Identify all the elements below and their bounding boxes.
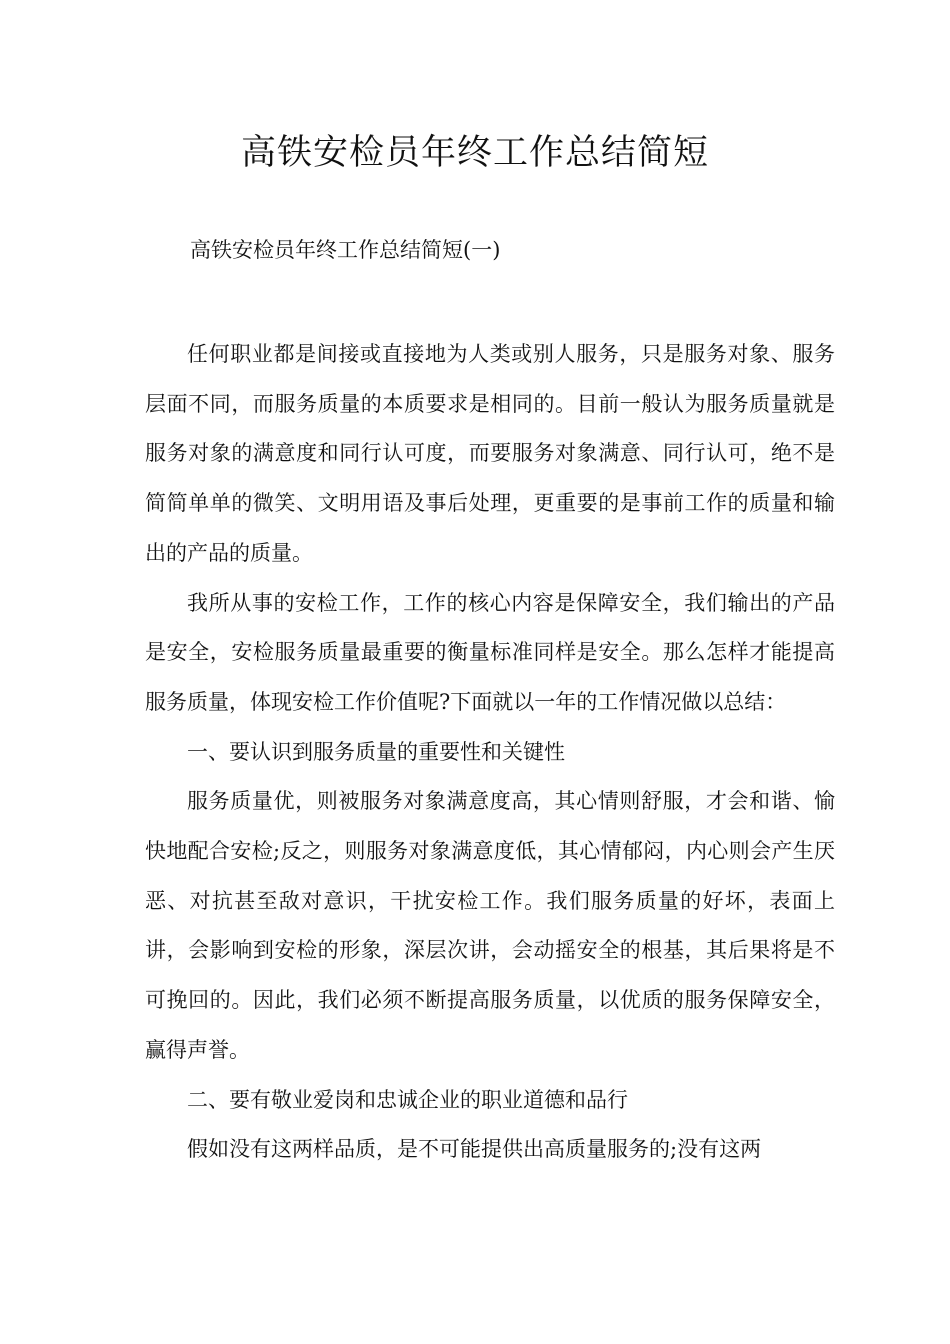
document-body [145,330,835,1175]
section-heading: 一、要认识到服务质量的重要性和关键性 [187,739,565,764]
paragraph: 服务质量优，则被服务对象满意度高，其心情则舒服，才会和谐、愉快地配合安检;反之，则服务对象满意度低，其心情郁闷，内心则会产生厌恶、对抗甚至敌对意识，干扰安检工作。我们服务质量的好坏，表面上讲，会影响到安检的形象，深层次讲，会动摇安全的根基，其后果将是不可挽回的。因此，我们必须不断提高服务质量，以优质的服务保障安全，赢得声誉。 [145,789,835,1062]
paragraph: 假如没有这两样品质，是不可能提供出高质量服务的;没有这两 [187,1137,762,1162]
paragraph: 我所从事的安检工作，工作的核心内容是保障安全，我们输出的产品是安全，安检服务质量最重要的衡量标准同样是安全。那么怎样才能提高服务质量，体现安检工作价值呢?下面就以一年的工作情况做以总结： [145,590,835,714]
document-subtitle: 高铁安检员年终工作总结简短(一) [190,238,501,262]
paragraph: 任何职业都是间接或直接地为人类或别人服务，只是服务对象、服务层面不同，而服务质量的本质要求是相同的。目前一般认为服务质量就是服务对象的满意度和同行认可度，而要服务对象满意、同行认可，绝不是简简单单的微笑、文明用语及事后处理，更重要的是事前工作的质量和输出的产品的质量。 [145,342,835,565]
section-heading: 二、要有敬业爱岗和忠诚企业的职业道德和品行 [187,1087,628,1112]
document-title: 高铁安检员年终工作总结简短 [240,133,709,173]
